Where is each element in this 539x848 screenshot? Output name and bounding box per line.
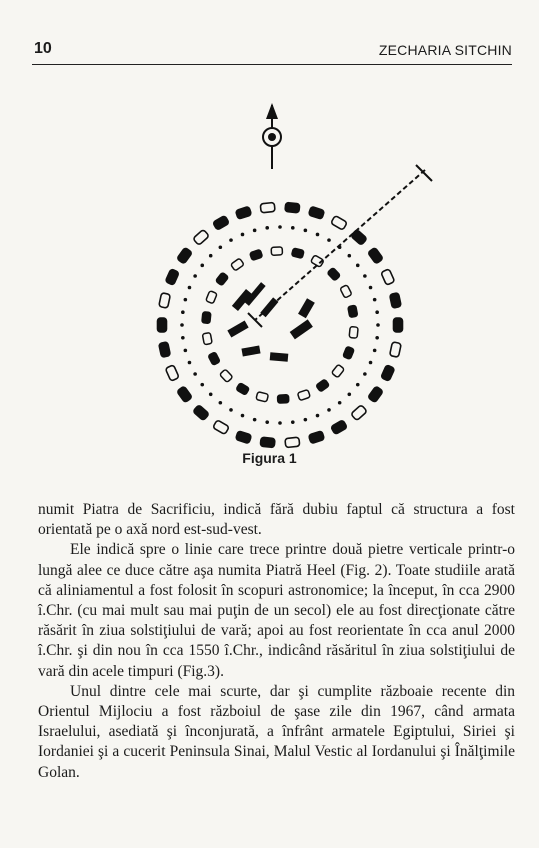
inner-stone <box>297 389 310 400</box>
dotted-ring-marker <box>180 323 184 327</box>
dotted-ring-marker <box>347 392 351 396</box>
dotted-ring-marker <box>181 336 185 340</box>
dotted-ring-marker <box>369 361 373 365</box>
dotted-ring-marker <box>316 414 320 418</box>
dotted-ring-marker <box>229 238 233 242</box>
dotted-ring-marker <box>373 298 377 302</box>
inner-stone <box>202 312 211 324</box>
dotted-ring-marker <box>278 225 282 229</box>
inner-stone <box>316 379 330 392</box>
dotted-ring-marker <box>304 229 308 233</box>
outer-stone <box>235 206 251 219</box>
dotted-ring-marker <box>193 274 197 278</box>
outer-stone <box>159 293 171 309</box>
dotted-ring-marker <box>209 392 213 396</box>
inner-stone <box>331 364 344 378</box>
dotted-ring-marker <box>219 401 223 405</box>
dotted-ring-marker <box>369 286 373 290</box>
paragraph-six-day-war: Unul dintre cele mai scurte, dar şi cumplite războaie recente din Orientul Mijlociu a fost războiul de şase zile din 1967, când armata Israelului, asediată şi înconjurată, a înfrânt armatele Egiptului, Siriei şi Iordaniei şi a cucerit Peninsula Sinai, Malul Vestic al Iordanului şi Înălţimile Golan. <box>38 682 515 781</box>
paragraph-alignment: Ele indică spre o linie care trece printre două pietre verticale printr-o lungă alee ce duce către aşa numita Piatră Heel (Fig. 2). Toate studiile arată că aliniamentul a fost folosit în scopuri astronomice; la început, în cca 2900 î.Chr. (cu mai mult sau mai puţin de un secol) ele au fost direcţionate către răsărit în ziua solstiţiului de vară; apoi au fost reorientate în cca anul 2000 î.Chr. şi din nou în cca 1550 î.Chr., indicând răsăritul în ziua solstiţiului de vară din acele timpuri (Fig.3). <box>38 541 515 680</box>
dotted-ring-marker <box>265 420 269 424</box>
inner-stone <box>208 352 220 365</box>
outer-stone <box>331 420 348 435</box>
outer-stone <box>165 269 179 285</box>
dotted-ring-marker <box>184 298 188 302</box>
inner-stone <box>291 248 304 258</box>
dotted-ring-marker <box>327 238 331 242</box>
dotted-ring-marker <box>356 383 360 387</box>
outer-stone <box>351 405 367 421</box>
dotted-ring-marker <box>291 420 295 424</box>
outer-stone <box>158 318 167 332</box>
outer-stone <box>331 215 348 230</box>
dotted-ring-marker <box>241 233 245 237</box>
dotted-ring-marker <box>291 226 295 230</box>
outer-stone <box>308 431 324 444</box>
outer-stone <box>390 342 402 358</box>
outer-stone <box>381 269 395 285</box>
outer-stone <box>260 202 275 212</box>
dotted-ring-marker <box>373 349 377 353</box>
outer-stone <box>193 229 209 245</box>
dotted-ring-marker <box>209 254 213 258</box>
outer-stone <box>394 318 403 332</box>
running-head: ZECHARIA SITCHIN <box>378 42 512 58</box>
dotted-ring-marker <box>253 418 257 422</box>
inner-stone <box>231 258 245 271</box>
outer-stone <box>368 247 384 264</box>
figure-caption: Figura 1 <box>242 450 297 466</box>
page-number: 10 <box>34 40 52 57</box>
outer-stone <box>308 206 324 219</box>
inner-stone <box>220 369 233 382</box>
outer-stone <box>390 293 402 309</box>
inner-stone <box>202 333 212 345</box>
outer-stone <box>285 437 300 447</box>
paragraph-continuation: numit Piatra de Sacrificiu, indică fără dubiu faptul că structura a fost orientată pe o axă nord est-sud-vest. <box>38 501 515 539</box>
outer-stone <box>165 365 179 381</box>
dotted-ring-marker <box>241 414 245 418</box>
north-arrow-icon <box>263 103 281 169</box>
inner-stone <box>278 395 289 403</box>
dotted-ring-marker <box>338 401 342 405</box>
inner-stone <box>327 267 340 280</box>
dotted-ring-marker <box>181 310 185 314</box>
dotted-ring-marker <box>375 310 379 314</box>
dotted-ring-marker <box>219 245 223 249</box>
outer-stone <box>193 405 209 421</box>
inner-stone <box>349 327 358 339</box>
dotted-ring-marker <box>188 361 192 365</box>
outer-stone <box>177 247 193 264</box>
body-text <box>38 500 515 783</box>
dotted-ring-marker <box>265 226 269 230</box>
inner-stone <box>256 392 269 402</box>
dotted-ring-marker <box>278 421 282 425</box>
dotted-ring-marker <box>193 372 197 376</box>
outer-stone <box>260 437 275 447</box>
dotted-ring-marker <box>375 336 379 340</box>
inner-stone <box>215 272 228 286</box>
dotted-ring-marker <box>316 233 320 237</box>
inner-stone <box>340 285 352 298</box>
dotted-ring-marker <box>253 229 257 233</box>
outer-stone <box>213 215 230 230</box>
dotted-ring-marker <box>327 408 331 412</box>
dotted-ring-marker <box>200 264 204 268</box>
dotted-ring-marker <box>304 418 308 422</box>
inner-stone <box>236 383 250 395</box>
page-header <box>32 40 512 65</box>
outer-stone <box>351 229 367 245</box>
outer-stone <box>235 431 251 444</box>
stonehenge-plan-drawing <box>120 85 450 455</box>
dotted-ring-marker <box>200 383 204 387</box>
outer-stone <box>159 342 171 358</box>
inner-stone <box>250 249 263 260</box>
stone-rings <box>158 202 403 447</box>
dotted-ring-marker <box>188 286 192 290</box>
dotted-ring-marker <box>363 274 367 278</box>
dotted-ring-marker <box>347 254 351 258</box>
outer-stone <box>381 365 395 381</box>
inner-stone <box>348 305 358 317</box>
outer-stone <box>213 420 230 435</box>
outer-stone <box>285 202 300 212</box>
dotted-ring-marker <box>229 408 233 412</box>
dotted-ring-marker <box>376 323 380 327</box>
inner-stone <box>271 247 282 255</box>
outer-stone <box>177 386 193 403</box>
dotted-ring-marker <box>363 372 367 376</box>
dotted-ring-marker <box>184 349 188 353</box>
inner-stone <box>206 291 218 304</box>
stonehenge-plan-figure <box>120 85 450 455</box>
central-stones <box>227 282 314 362</box>
dotted-ring-marker <box>356 264 360 268</box>
outer-stone <box>368 386 384 403</box>
inner-stone <box>343 346 355 359</box>
